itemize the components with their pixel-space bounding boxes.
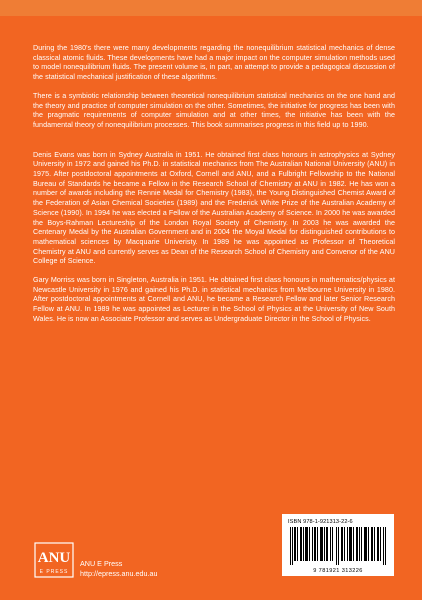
publisher-name: ANU E Press (80, 559, 123, 568)
bio-denis-evans: Denis Evans was born in Sydney Australia in 1951. He obtained first class honours in astrophysics at Sydney University in 1972 and gained his Ph.D. in statistical mechanics from The Australian National University (ANU) in 1975. After postdoctoral appointments at Oxford, Cornell and ANU, and a Fulbright Fellowship to the National Bureau of Standards he became a Fellow in the Research School of Chemistry at ANU in 1982. He has won a number of awards including the Rennie Medal for Chemistry (1983), the Young Distinguished Chemist Award of the Federation of Asian Chemical Societies (1989) and the Frederick White Prize of the Australian Academy of Science (1990). In 1994 he was elected a Fellow of the Australian Academy of Science. In 2000 he was awarded the Boys-Rahman Lectureship of the London Royal Society of Chemistry. In 2003 he was awarded the Centenary Medal by the Australian Government and in 2004 the Moyal Medal for distinguished contributions to mathematical sciences by Macquarie Univeristy. In 1989 he was appointed as Professor of Theoretical Chemistry at ANU and currently serves as Dean of the Research School of Chemistry and Convenor of the ANU College of Science. (33, 150, 395, 266)
abstract-paragraph-2: There is a symbiotic relationship between theoretical nonequilibrium statistical mechanics on the one hand and the theory and practice of computer simulation on the other. Sometimes, the initiative for progress has been with the pragmatic requirements of computer simulation and at other times, the initiative has been with the fundamental theory of nonequilibrium processes. This book summarises progress in this field up to 1990. (33, 91, 395, 129)
publisher-info (80, 559, 158, 579)
barcode-icon (290, 527, 386, 565)
back-cover-text (33, 44, 395, 325)
bio-gary-morriss: Gary Morriss was born in Singleton, Australia in 1951. He obtained first class honours in mathematics/physics at Newcastle University in 1976 and gained his Ph.D. in statistical mechanics from Melbourne University in 1980. After postdoctoral appointments at Cornell and ANU, he became a Research Fellow and later Senior Research Fellow at ANU. In 1989 he was appointed as Lecturer in the School of Physics at the University of New South Wales. He is now an Associate Professor and serves as Undergraduate Director in the School of Physics. (33, 276, 395, 323)
publisher-url[interactable]: http://epress.anu.edu.au (80, 569, 158, 578)
logo-subtext: E PRESS (39, 569, 69, 575)
isbn-label: ISBN 978-1-921313-22-6 (288, 519, 353, 525)
anu-e-press-logo (34, 542, 74, 578)
abstract-paragraph-1: During the 1980's there were many developments regarding the nonequilibrium statistical mechanics of dense classical atomic fluids. These developments have had a major impact on the computer simulation methods used to model nonequilibrium fluids. The present volume is, in part, an attempt to provide a pedagogical discussion of the statistical mechanical justification of these algorithms. (33, 44, 395, 82)
top-band (0, 0, 422, 16)
barcode-number: 9 781921 313226 (313, 568, 363, 574)
logo-text: ANU (37, 550, 71, 566)
barcode-panel (282, 514, 394, 576)
